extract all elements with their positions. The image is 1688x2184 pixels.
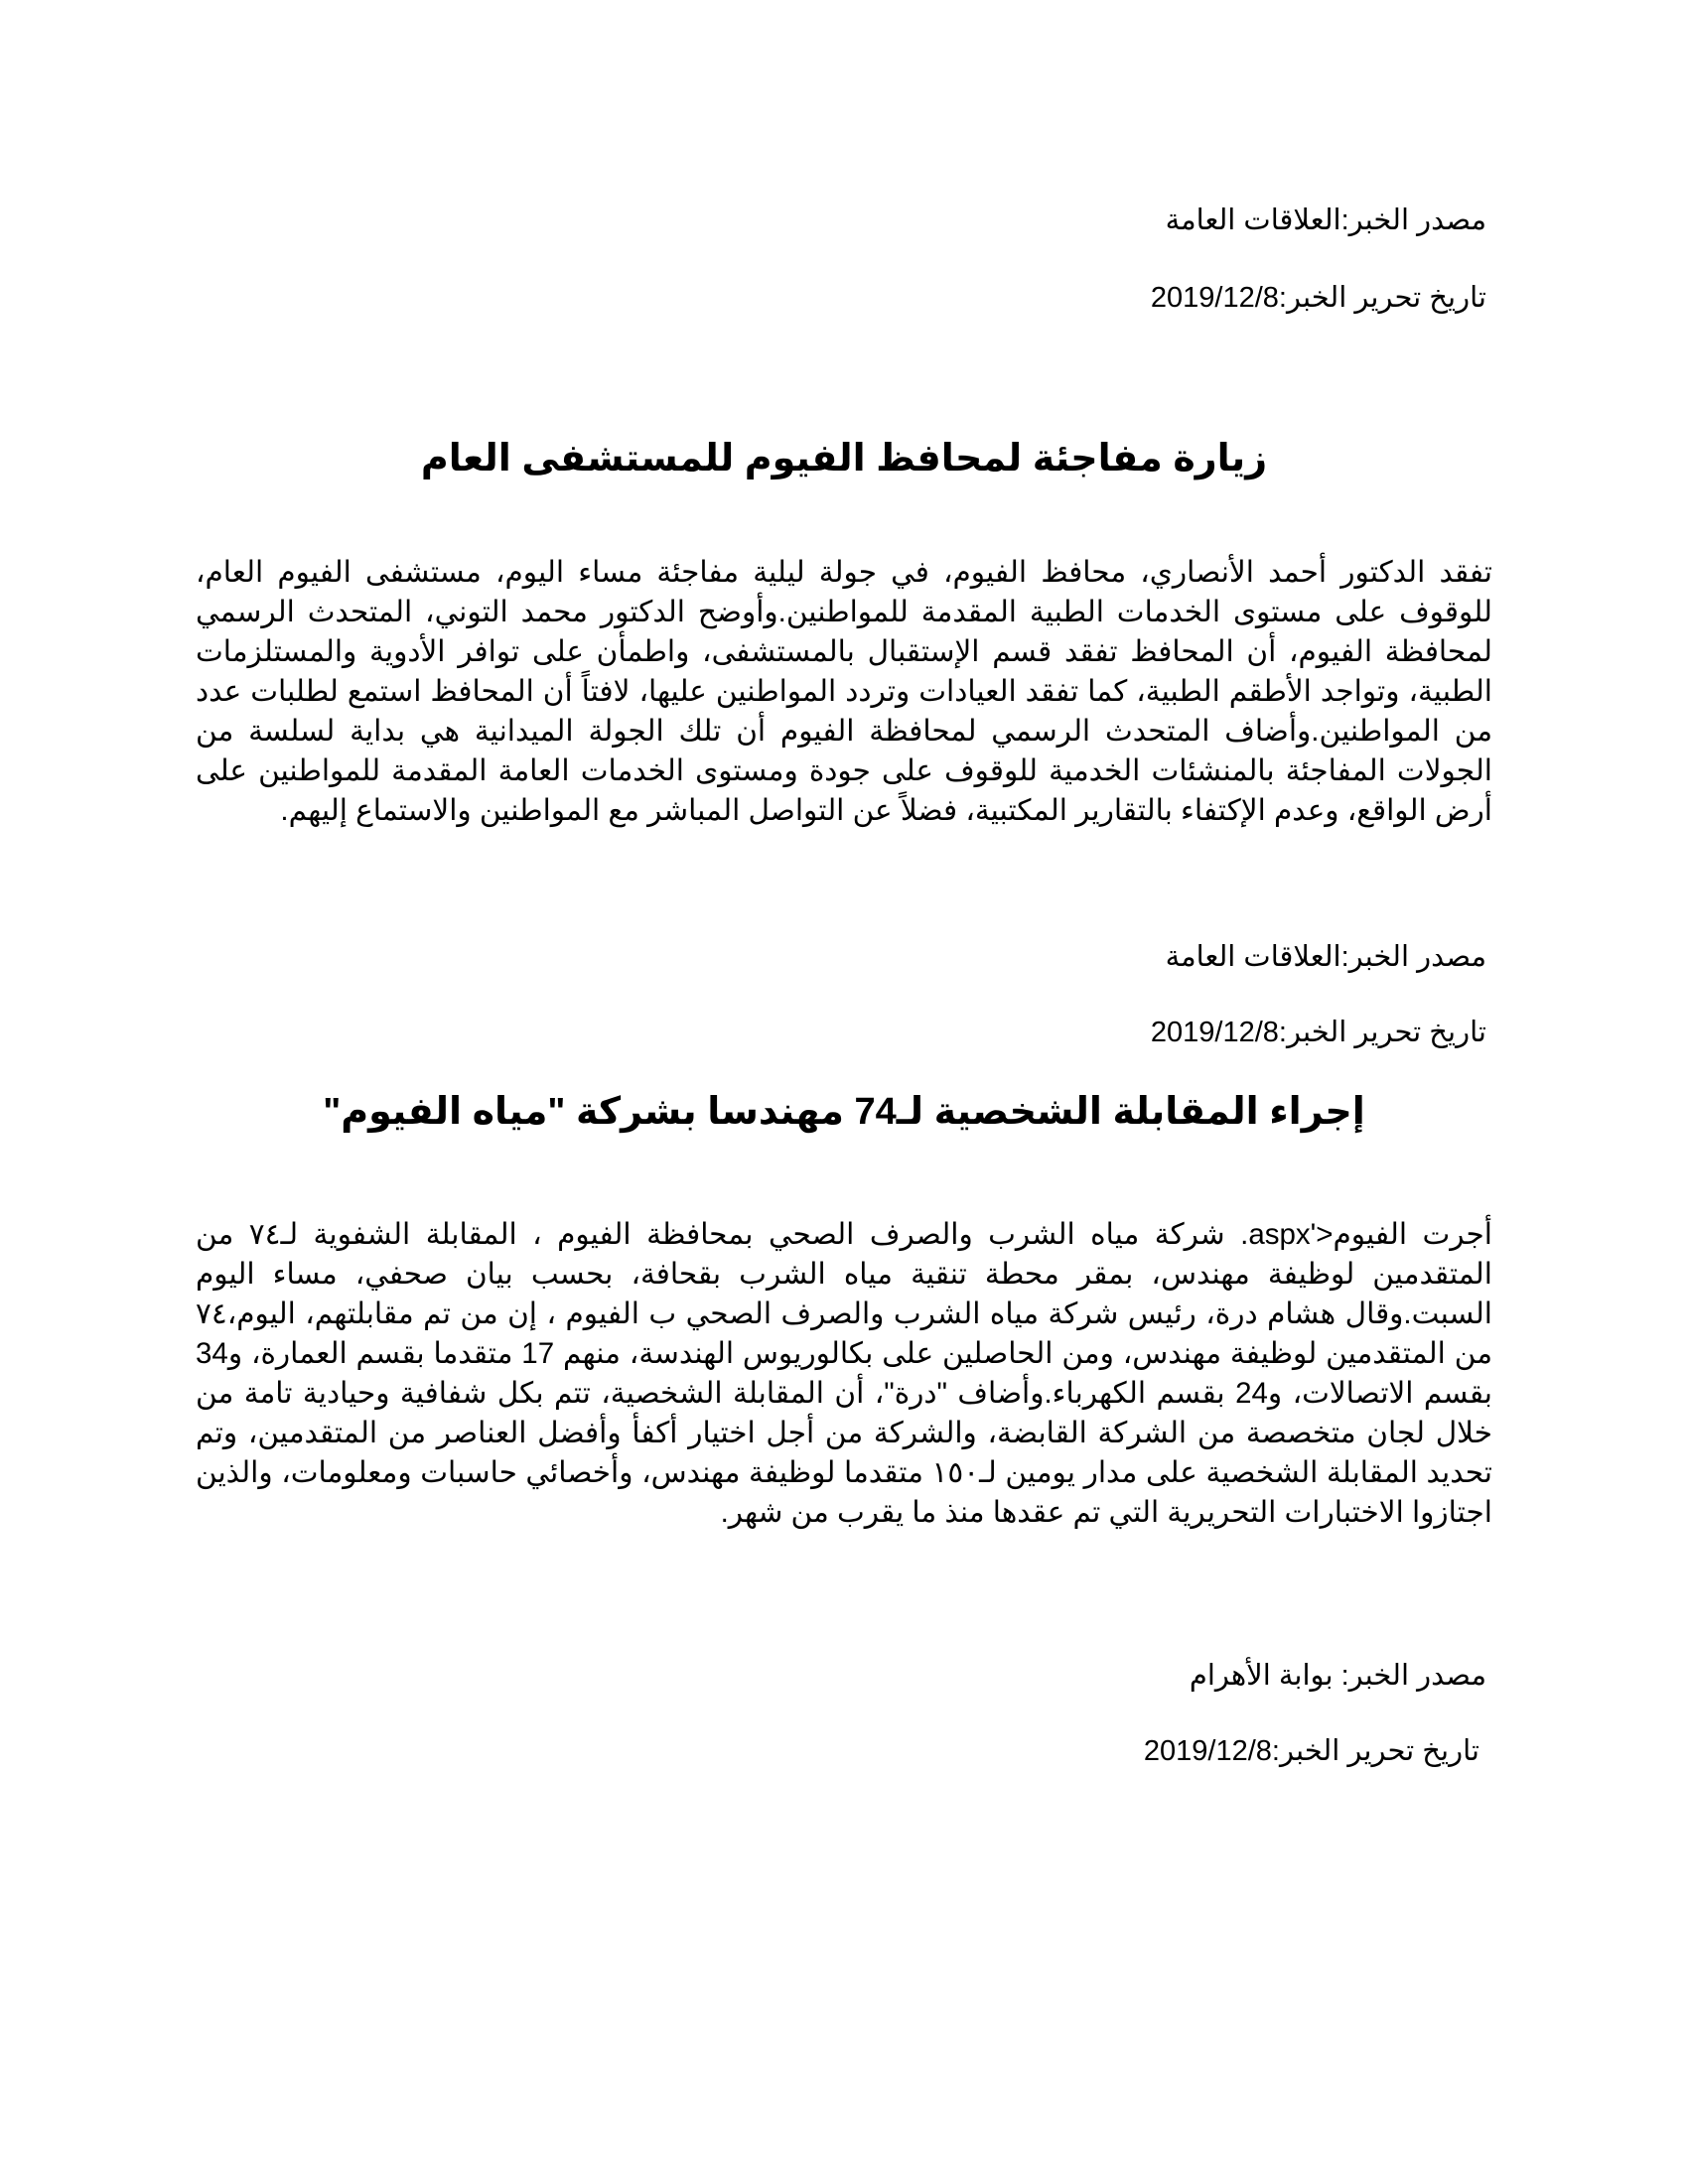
article-title: إجراء المقابلة الشخصية لـ74 مهندسا بشركة "مياه الفيوم" bbox=[323, 1091, 1365, 1133]
news-date: تاريخ تحرير الخبر:2019/12/8 bbox=[1143, 1735, 1479, 1767]
news-date: تاريخ تحرير الخبر:2019/12/8 bbox=[1150, 282, 1486, 314]
news-source: مصدر الخبر:العلاقات العامة bbox=[1165, 941, 1486, 973]
news-source: مصدر الخبر: بوابة الأهرام bbox=[1189, 1660, 1486, 1692]
news-source: مصدر الخبر:العلاقات العامة bbox=[1165, 205, 1486, 236]
article-title: زيارة مفاجئة لمحافظ الفيوم للمستشفى العام bbox=[420, 438, 1268, 479]
article-body: تفقد الدكتور أحمد الأنصاري، محافظ الفيوم، في جولة ليلية مفاجئة مساء اليوم، مستشفى الفيوم العام، للوقوف على مستوى الخدمات الطبية المقدمة للمواطنين.وأوضح الدكتور محمد التوني، المتحدث الرسمي لمحافظة الفيوم، أن المحافظ تفقد قسم الإستقبال بالمستشفى، واطمأن على توافر الأدوية والمستلزمات الطبية، وتواجد الأطقم الطبية، كما تفقد العيادات وتردد المواطنين عليها، لافتاً أن المحافظ استمع لطلبات عدد من المواطنين.وأضاف المتحدث الرسمي لمحافظة الفيوم أن تلك الجولة الميدانية هي بداية لسلسة من الجولات المفاجئة بالمنشئات الخدمية للوقوف على جودة ومستوى الخدمات العامة المقدمة للمواطنين على أرض الواقع، وعدم الإكتفاء بالتقارير المكتبية، فضلاً عن التواصل المباشر مع المواطنين والاستماع إليهم. bbox=[196, 556, 1492, 827]
news-date: تاريخ تحرير الخبر:2019/12/8 bbox=[1150, 1017, 1486, 1048]
article-body: أجرت الفيوم<'aspx. شركة مياه الشرب والصرف الصحي بمحافظة الفيوم ، المقابلة الشفوية لـ٧٤ من المتقدمين لوظيفة مهندس، بمقر محطة تنقية مياه الشرب بقحافة، بحسب بيان صحفي، مساء اليوم السبت.وقال هشام درة، رئيس شركة مياه الشرب والصرف الصحي ب الفيوم ، إن من تم مقابلتهم، اليوم،٧٤ من المتقدمين لوظيفة مهندس، ومن الحاصلين على بكالوريوس الهندسة، منهم 17 متقدما بقسم العمارة، و34 بقسم الاتصالات، و24 بقسم الكهرباء.وأضاف "درة"، أن المقابلة الشخصية، تتم بكل شفافية وحيادية تامة من خلال لجان متخصصة من الشركة القابضة، والشركة من أجل اختيار أكفأ وأفضل العناصر من المتقدمين، وتم تحديد المقابلة الشخصية على مدار يومين لـ١٥٠ متقدما لوظيفة مهندس، وأخصائي حاسبات ومعلومات، والذين اجتازوا الاختبارات التحريرية التي تم عقدها منذ ما يقرب من شهر. bbox=[196, 1218, 1493, 1529]
